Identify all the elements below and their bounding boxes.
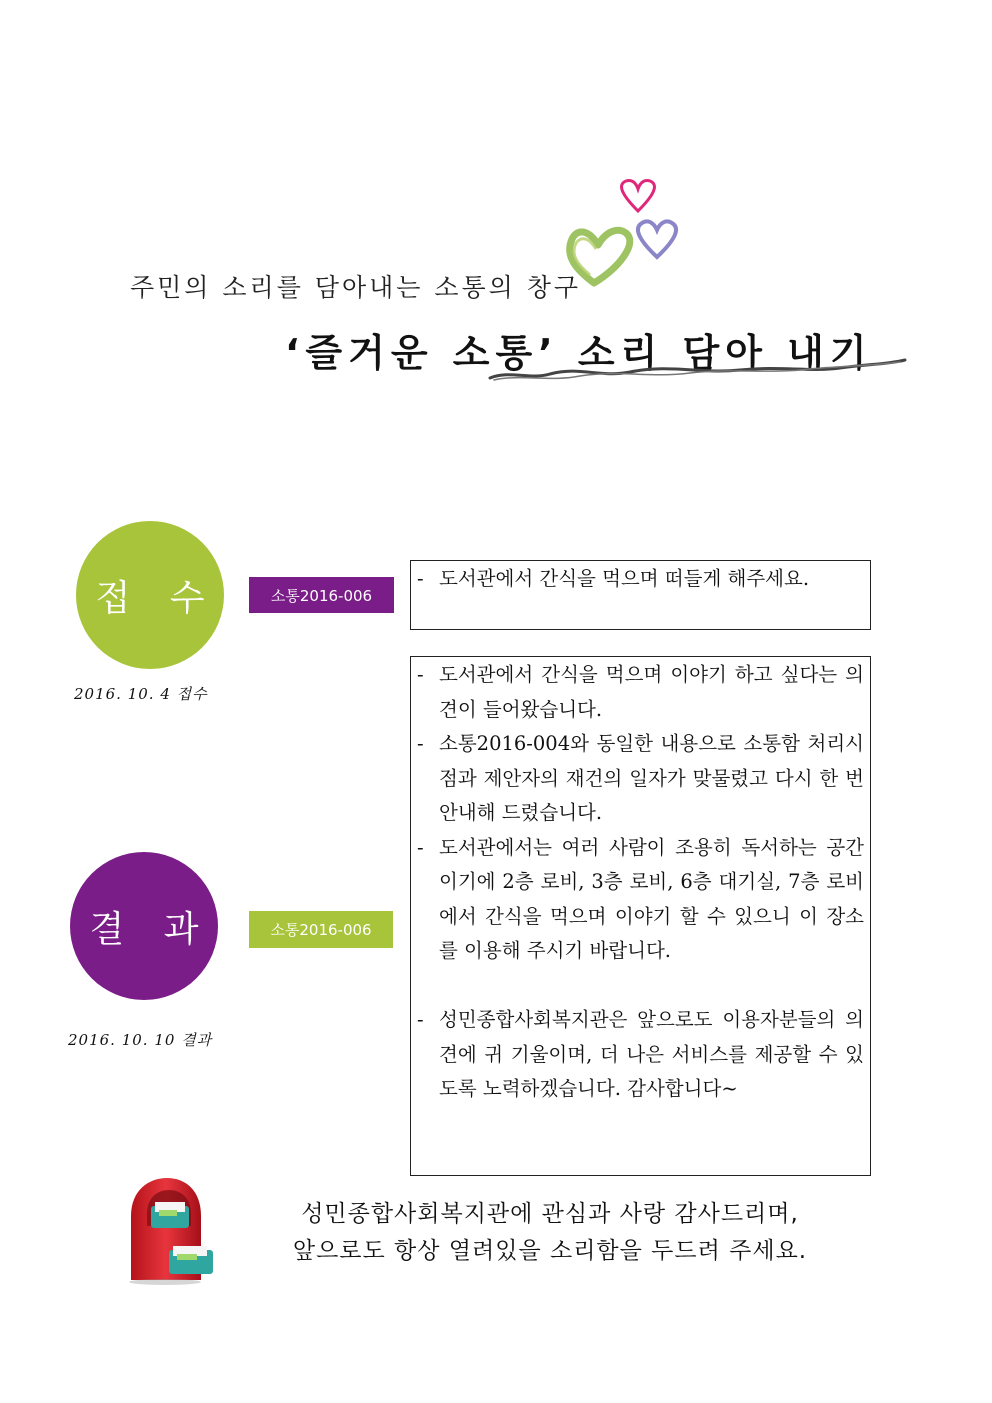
result-item: 도서관에서는 여러 사람이 조용히 독서하는 공간이기에 2층 로비, 3층 로비, 6층 대기실, 7층 로비에서 간식을 먹으며 이야기 할 수 있으니 이 장소를 이용해 주시기 바랍니다. (439, 835, 864, 962)
mailbox-icon (125, 1176, 217, 1286)
list-item: - 소통2016-004와 동일한 내용으로 소통함 처리시점과 제안자의 재건의 일자가 맞물렸고 다시 한 번 안내해 드렸습니다. (417, 727, 864, 831)
result-box (410, 656, 871, 1176)
result-date: 2016. 10. 10 결과 (68, 1031, 213, 1049)
result-item: 성민종합사회복지관은 앞으로도 이용자분들의 의견에 귀 기울이며, 더 나은 서비스를 제공할 수 있도록 노력하겠습니다. 감사합니다~ (439, 1008, 864, 1100)
reception-item: 도서관에서 간식을 먹으며 떠들게 해주세요. (439, 567, 810, 590)
list-item: - 도서관에서 간식을 먹으며 떠들게 해주세요. (417, 562, 864, 597)
reception-badge (76, 521, 224, 669)
reception-box (410, 560, 871, 630)
result-item: 소통2016-004와 동일한 내용으로 소통함 처리시점과 제안자의 재건의 일자가 맞물렸고 다시 한 번 안내해 드렸습니다. (439, 732, 864, 824)
page-title: ‘즐거운 소통’ 소리 담아 내기 (285, 331, 873, 375)
closing-line-2: 앞으로도 항상 열려있을 소리함을 두드려 주세요. (292, 1238, 808, 1264)
reception-date: 2016. 10. 4 접수 (74, 685, 208, 703)
closing-line-1: 성민종합사회복지관에 관심과 사랑 감사드리며, (301, 1201, 799, 1227)
squiggle-underline (480, 352, 910, 392)
result-label: 결 과 (89, 908, 213, 950)
result-tag: 소통2016-006 (249, 911, 393, 948)
reception-tag: 소통2016-006 (249, 577, 394, 613)
result-item: 도서관에서 간식을 먹으며 이야기 하고 싶다는 의견이 들어왔습니다. (439, 663, 864, 721)
list-item: - 도서관에서는 여러 사람이 조용히 독서하는 공간이기에 2층 로비, 3층 로비, 6층 대기실, 7층 로비에서 간식을 먹으며 이야기 할 수 있으니 이 장소를 이용해 주시기 바랍니다. (417, 831, 864, 969)
reception-label: 접 수 (95, 577, 219, 619)
list-item: - 성민종합사회복지관은 앞으로도 이용자분들의 의견에 귀 기울이며, 더 나은 서비스를 제공할 수 있도록 노력하겠습니다. 감사합니다~ (417, 1003, 864, 1107)
closing-message (240, 1196, 860, 1270)
result-badge (70, 852, 218, 1000)
subtitle: 주민의 소리를 담아내는 소통의 창구 (130, 273, 582, 302)
list-item: - 도서관에서 간식을 먹으며 이야기 하고 싶다는 의견이 들어왔습니다. (417, 658, 864, 727)
